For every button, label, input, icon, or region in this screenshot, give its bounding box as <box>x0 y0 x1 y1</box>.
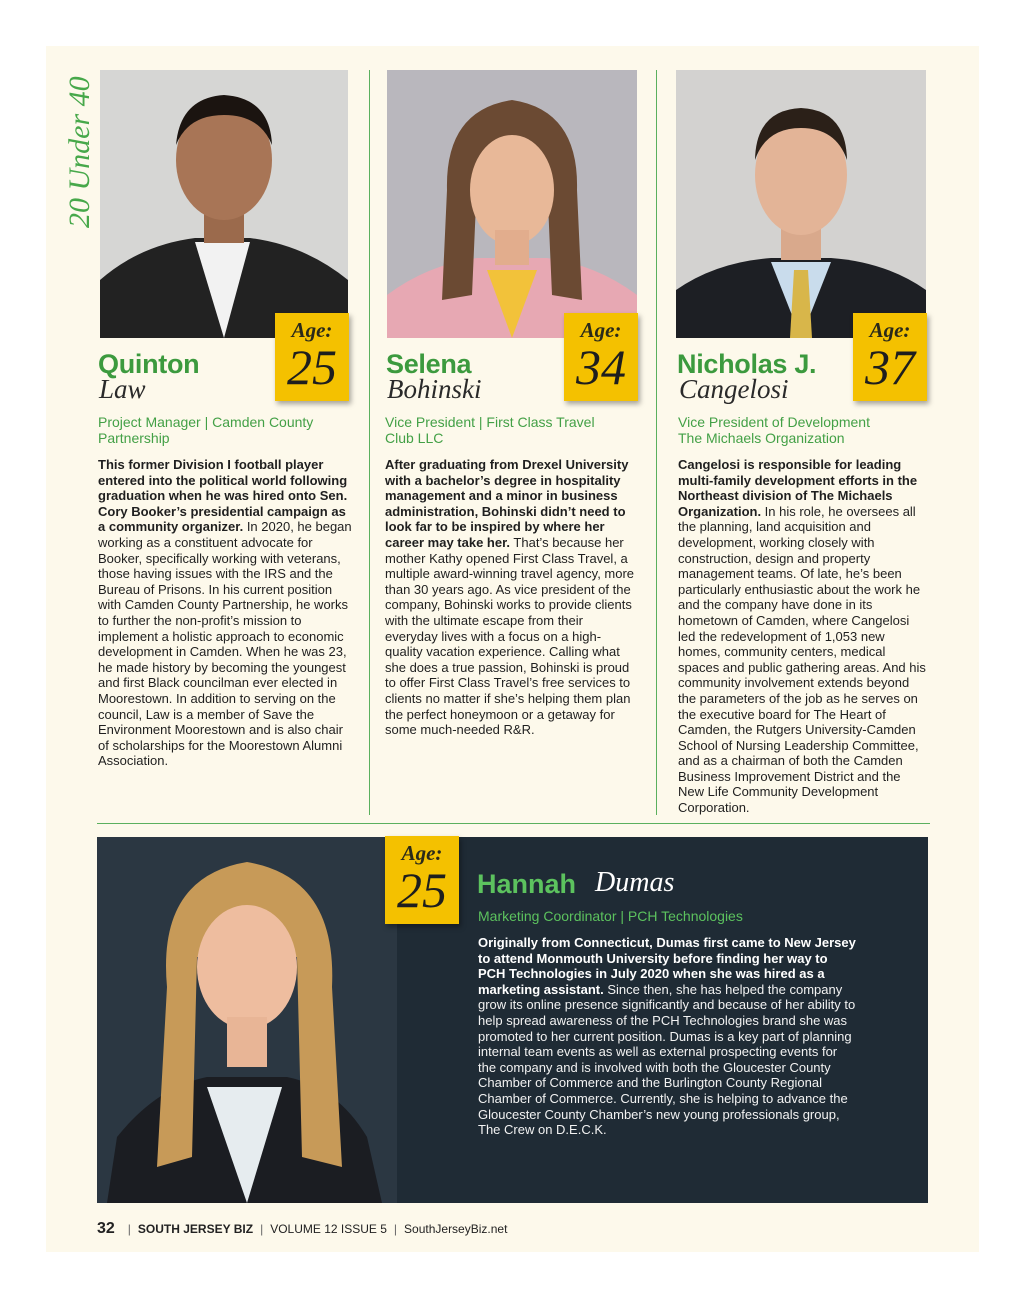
column-divider <box>369 70 370 815</box>
last-name: Dumas <box>595 867 675 898</box>
age-label: Age: <box>291 318 333 342</box>
age-label: Age: <box>580 318 622 342</box>
age-value: 37 <box>865 339 915 395</box>
job-title-line: The Michaels Organization <box>678 429 845 446</box>
footer-separator: | <box>393 1222 398 1236</box>
footer-separator: | <box>127 1222 131 1236</box>
job-title <box>98 415 353 446</box>
first-name: Hannah <box>477 869 577 899</box>
job-title-line: Club LLC <box>385 429 444 446</box>
page-footer <box>97 1220 507 1238</box>
biography <box>678 457 926 816</box>
last-name: Law <box>99 374 146 404</box>
job-title-line: Partnership <box>98 429 170 446</box>
featured-profile-panel <box>97 837 928 1203</box>
biography <box>478 935 858 1138</box>
portrait-photo-quinton-law <box>100 70 348 338</box>
section-divider <box>97 823 930 824</box>
column-divider <box>656 70 657 815</box>
issue-info: VOLUME 12 ISSUE 5 <box>270 1222 387 1236</box>
bio-body: That’s because her mother Kathy opened First Class Travel, a multiple award-winning travel agency, more than 30 years ago. As vice president of the company, Bohinski works to provide clients with the ultimate escape from their everyday lives with a focus on a high-quality vacation experience. Calling what she does a true passion, Bohinski is proud to offer First Class Travel’s free services to clients no matter if she’s helping them plan the perfect honeymoon or a getaway for some much-needed R&R. <box>385 534 635 738</box>
biography <box>98 457 352 769</box>
portrait-photo-hannah-dumas <box>97 837 397 1203</box>
last-name: Bohinski <box>387 374 482 404</box>
website-link[interactable]: SouthJerseyBiz.net <box>404 1222 508 1236</box>
age-badge <box>853 313 927 401</box>
bio-lead: This former Division I football player entered into the political world following graduation when he was hired onto Sen. Cory Booker’s presidential campaign as a community organizer. <box>98 457 348 535</box>
biography <box>385 457 635 738</box>
bio-lead: Originally from Connecticut, Dumas first came to New Jersey to attend Monmouth University before finding her way to PCH Technologies in July 2020 when she was hired as a marketing assistant. <box>478 935 856 997</box>
page-number: 32 <box>97 1220 115 1237</box>
job-title <box>678 415 928 446</box>
age-badge <box>275 313 349 401</box>
job-title-line: Project Manager | Camden County <box>98 414 314 430</box>
job-title <box>385 415 640 446</box>
first-name: Selena <box>386 349 472 379</box>
first-name: Nicholas J. <box>677 349 817 379</box>
series-label: 20 Under 40 <box>63 76 96 228</box>
age-badge <box>385 836 459 924</box>
bio-body: In 2020, he began working as a constituent advocate for Booker, specifically working with veterans, those having issues with the IRS and the Bureau of Prisons. In his current position with Camden County Partnership, he works to further the non-profit’s mission to implement a holistic approach to economic development in Camden. When he was 23, he made history by becoming the youngest and first Black councilman ever elected in Moorestown. In addition to serving on the council, Law is a member of Save the Environment Moorestown and is also chair of scholarships for the Moorestown Alumni Association. <box>98 519 352 769</box>
last-name: Cangelosi <box>679 374 789 404</box>
age-value: 34 <box>576 339 626 395</box>
bio-body: In his role, he oversees all the planning, land acquisition and development, working closely with construction, design and property management teams. Of late, he’s been particularly enthusiastic about the work he and the company have done in its hometown of Camden, where Cangelosi led the redevelopment of 1,053 new homes, community centers, medical spaces and public gathering areas. And his community involvement extends beyond the parameters of the job as he serves on the executive board for The Heart of Camden, the Rutgers University-Camden School of Nursing Leadership Committee, and as a chairman of both the Camden Business Improvement District and the New Life Community Development Corporation. <box>678 503 926 816</box>
bio-lead: After graduating from Drexel University with a bachelor’s degree in hospitality management and a minor in business administration, Bohinski didn’t need to look far to be inspired by where her career may take her. <box>385 457 629 550</box>
age-value: 25 <box>287 339 337 395</box>
portrait-photo-nicholas-cangelosi <box>676 70 926 338</box>
bio-body: Since then, she has helped the company grow its online presence significantly and because of her ability to help spread awareness of the PCH Technologies brand she was promoted to her current position. Dumas is a key part of planning internal team events as well as external prospecting events for the company and is involved with both the Gloucester County Chamber of Commerce and the Burlington County Regional Chamber of Commerce. Currently, she is helping to advance the Gloucester County Chamber’s new young professionals group, The Crew on D.E.C.K. <box>478 981 856 1138</box>
age-label: Age: <box>401 841 443 865</box>
age-label: Age: <box>869 318 911 342</box>
job-title: Marketing Coordinator | PCH Technologies <box>478 908 743 924</box>
age-value: 25 <box>397 862 447 918</box>
bio-lead: Cangelosi is responsible for leading multi-family development efforts in the Northeast division of The Michaels Organization. <box>678 457 918 519</box>
job-title-line: Vice President of Development <box>678 414 870 430</box>
footer-separator: | <box>260 1222 264 1236</box>
first-name: Quinton <box>98 349 200 379</box>
magazine-name: SOUTH JERSEY BIZ <box>137 1222 254 1236</box>
portrait-photo-selena-bohinski <box>387 70 637 338</box>
age-badge <box>564 313 638 401</box>
job-title-line: Vice President | First Class Travel <box>385 414 595 430</box>
